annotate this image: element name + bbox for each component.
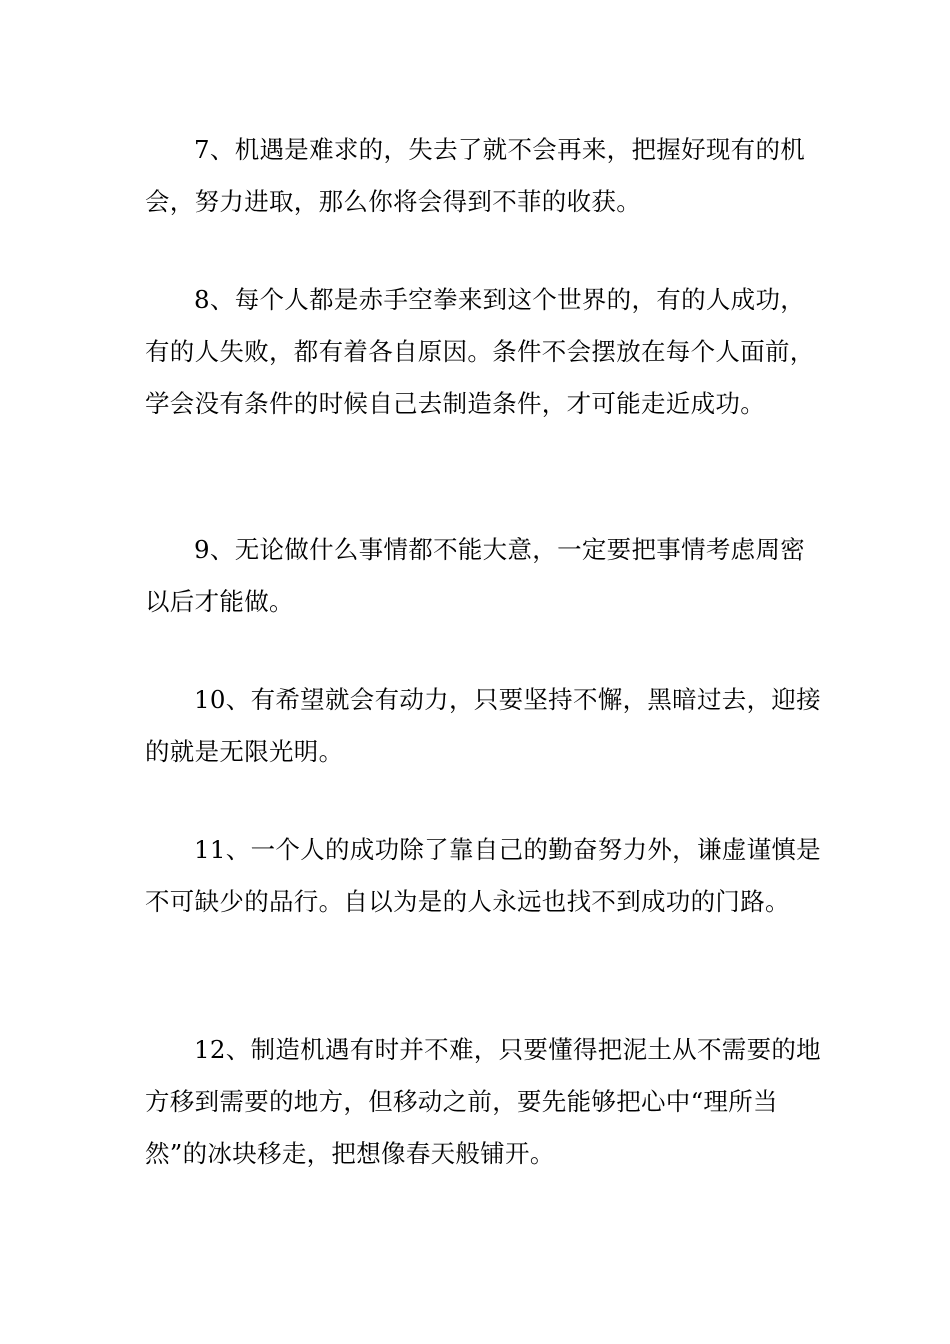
paragraph-10: 10、有希望就会有动力，只要坚持不懈，黑暗过去，迎接的就是无限光明。 [145,685,821,766]
paragraph-8: 8、每个人都是赤手空拳来到这个世界的，有的人成功，有的人失败，都有着各自原因。条件不会摆放在每个人面前，学会没有条件的时候自己去制造条件，才可能走近成功。 [145,285,815,418]
paragraph-11: 11、一个人的成功除了靠自己的勤奋努力外，谦虚谨慎是不可缺少的品行。自以为是的人永远也找不到成功的门路。 [145,835,821,916]
paragraph-12: 12、制造机遇有时并不难，只要懂得把泥土从不需要的地方移到需要的地方，但移动之前，要先能够把心中“理所当然”的冰块移走，把想像春天般铺开。 [145,1035,821,1168]
paragraph-7: 7、机遇是难求的，失去了就不会再来，把握好现有的机会，努力进取，那么你将会得到不菲的收获。 [145,135,806,216]
paragraph-9: 9、无论做什么事情都不能大意，一定要把事情考虑周密以后才能做。 [145,535,806,616]
